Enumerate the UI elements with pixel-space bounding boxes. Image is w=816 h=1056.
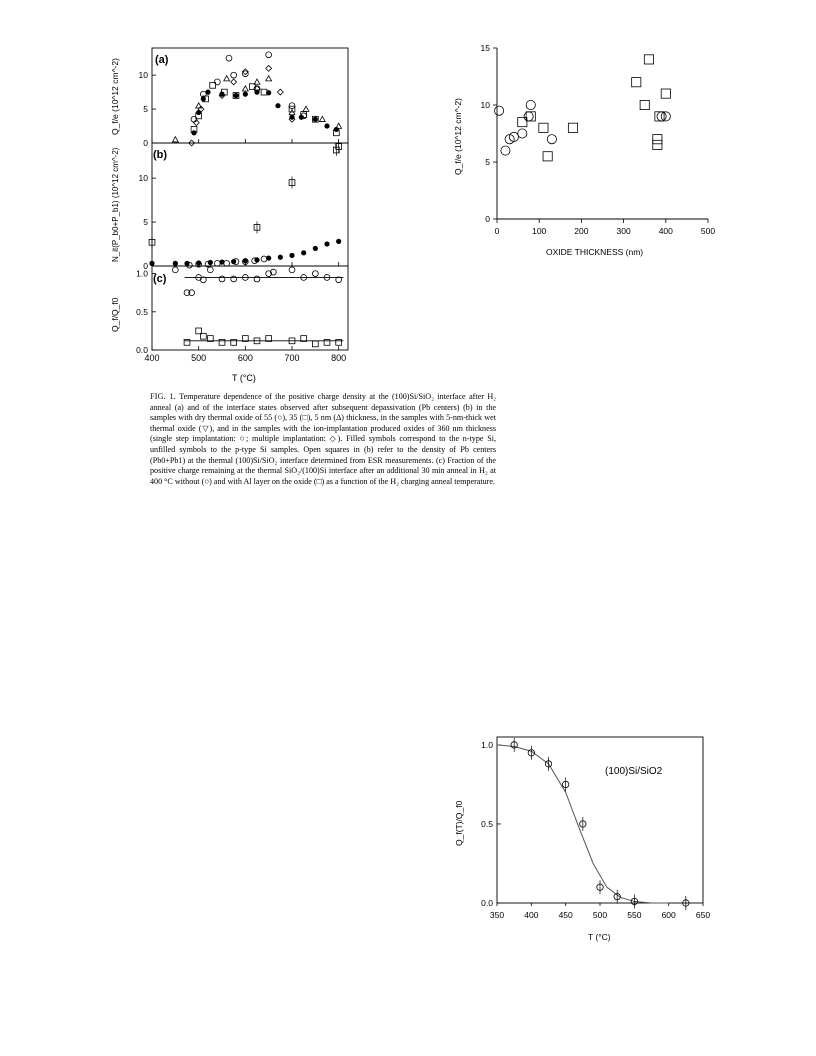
thickness-xtick-label: 200 xyxy=(574,226,589,236)
anneal-ytick-label: 0.5 xyxy=(481,818,493,829)
panel-c-xtick-label: 700 xyxy=(284,353,300,363)
panel-c-ytick-label: 0.5 xyxy=(136,306,148,317)
anneal-frame xyxy=(497,737,703,903)
panel-b-ytick-label: 5 xyxy=(143,217,148,228)
panel-b-ytick-label: 10 xyxy=(138,173,148,184)
panel-a-ytick-label: 0 xyxy=(143,138,148,148)
anneal-xlabel: T (°C) xyxy=(588,932,611,942)
anneal-xtick-label: 500 xyxy=(592,910,608,920)
anneal-ytick-label: 1.0 xyxy=(481,739,493,750)
thickness-xlabel: OXIDE THICKNESS (nm) xyxy=(546,247,644,257)
anneal-xtick-label: 600 xyxy=(661,910,676,920)
panel-c-ytick-label: 0.0 xyxy=(136,345,148,355)
panel-c-ytick-label: 1.0 xyxy=(136,268,148,279)
panel-c-xtick-label: 600 xyxy=(237,353,253,363)
caption-text: Temperature dependence of the positive charge density at the (100)Si/SiO₂ interface after H₂ anneal (a) and of the interface states observed after subsequent depassivation (Pb centers) (b) in the samples with dry thermal oxide of 55 (○), 35 (□), 5 nm (Δ) thickness, in the samples with 5-nm-thick wet thermal oxide (▽), and in the samples with the ion-implantation produced oxides of 360 nm thickness (single step implantation: ○; multiple implantation: ◇). Filled symbols correspond to the n-type Si, unfilled symbols to the p-type Si samples. Open squares in (b) refer to the density of Pb centers (Pb0+Pb1) at the thermal (100)Si/SiO₂ interface determined from ESR measurements. (c) Fraction of the positive charge remaining at the thermal SiO₂/(100)Si interface after an additional 30 min anneal in H₂ at 400 °C without (○) and with Al layer on the oxide (□) as a function of the H₂ charging anneal temperature. xyxy=(150,392,496,486)
panel-c-xtick-label: 400 xyxy=(144,353,160,363)
panel-b-ytick-label: 0 xyxy=(143,261,148,271)
panel-c-label: (c) xyxy=(153,273,167,285)
thickness-ytick-label: 5 xyxy=(485,157,490,167)
fig1-ylabel-a: Q_f/e (10^12 cm^-2) xyxy=(110,58,120,135)
panel-b-label: (b) xyxy=(153,149,168,161)
panel-a-label: (a) xyxy=(155,54,169,66)
anneal-xtick-label: 450 xyxy=(558,910,573,920)
panel-c-xtick-label: 500 xyxy=(191,353,207,363)
fig1-xlabel: T (°C) xyxy=(232,373,256,383)
thickness-ytick-label: 10 xyxy=(480,100,490,110)
fig1-ylabel-b: N_it(P_b0+P_b1) (10^12 cm^-2) xyxy=(111,147,120,262)
caption-label: FIG. 1. xyxy=(150,392,176,401)
thickness-xtick-label: 0 xyxy=(494,226,500,236)
anneal-xtick-label: 550 xyxy=(627,910,642,920)
anneal-xtick-label: 650 xyxy=(695,910,711,920)
thickness-ylabel: Q_f/e (10^12 cm^-2) xyxy=(453,98,463,175)
anneal-xtick-label: 350 xyxy=(489,910,505,920)
anneal-ytick-label: 0.0 xyxy=(481,898,493,908)
thickness-xtick-label: 400 xyxy=(658,226,673,236)
panel-a-ytick-label: 10 xyxy=(138,70,148,81)
anneal-ylabel: Q_f(T)/Q_f0 xyxy=(454,800,464,846)
anneal-xtick-label: 400 xyxy=(524,910,539,920)
thickness-xtick-label: 300 xyxy=(616,226,631,236)
anneal-annotation: (100)Si/SiO2 xyxy=(605,766,663,777)
thickness-xtick-label: 100 xyxy=(532,226,547,236)
panel-c-xtick-label: 800 xyxy=(331,353,347,363)
panel-a-ytick-label: 5 xyxy=(143,104,148,115)
thickness-ytick-label: 15 xyxy=(480,43,490,53)
thickness-ytick-label: 0 xyxy=(485,214,490,224)
fig1-ylabel-c: Q_f/Q_f0 xyxy=(110,297,120,332)
thickness-xtick-label: 500 xyxy=(700,226,716,236)
